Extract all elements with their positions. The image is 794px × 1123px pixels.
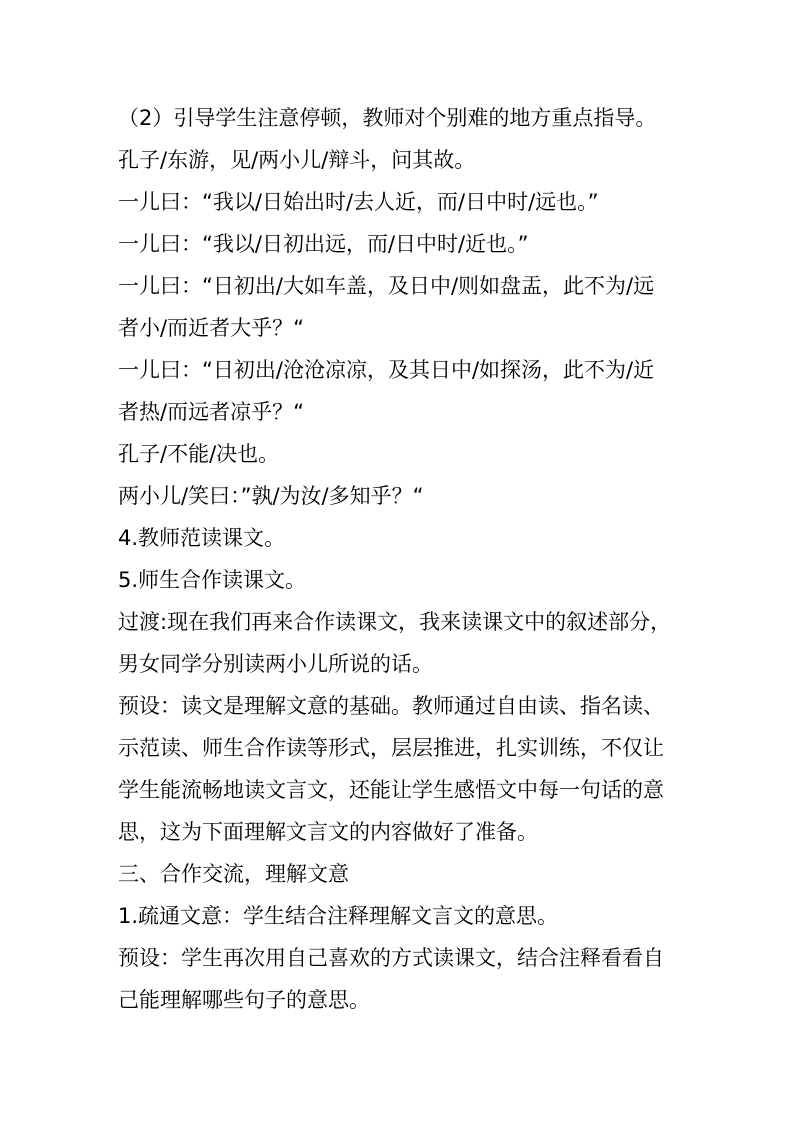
text-line: 两小儿/笑曰：”孰/为汝/多知乎？“ (118, 484, 424, 508)
text-line: 一儿曰：“日初出/沧沧凉凉，及其日中/如探汤，此不为/近 (118, 358, 655, 382)
step-heading: 4.教师范读课文。 (118, 526, 286, 550)
text-line: 者热/而远者凉乎？“ (118, 400, 304, 424)
text-line: 孔子/东游，见/两小儿/辩斗，问其故。 (118, 148, 476, 172)
text-line: 男女同学分别读两小儿所说的话。 (118, 652, 433, 676)
text-line: 一儿曰：“日初出/大如车盖，及日中/则如盘盂，此不为/远 (118, 274, 655, 298)
text-line: 示范读、师生合作读等形式，层层推进，扎实训练，不仅让 (118, 736, 664, 760)
text-line: 己能理解哪些句子的意思。 (118, 988, 370, 1012)
text-line: （2）引导学生注意停顿，教师对个别难的地方重点指导。 (118, 106, 657, 130)
section-heading: 三、合作交流，理解文意 (118, 862, 349, 886)
text-line: 过渡:现在我们再来合作读课文，我来读课文中的叙述部分， (118, 610, 672, 634)
body-text (118, 97, 758, 1021)
text-line: 学生能流畅地读文言文，还能让学生感悟文中每一句话的意 (118, 778, 664, 802)
text-line: 者小/而近者大乎？“ (118, 316, 304, 340)
text-line: 一儿曰：“我以/日始出时/去人近，而/日中时/远也。” (118, 190, 599, 214)
text-line: 思，这为下面理解文言文的内容做好了准备。 (118, 820, 538, 844)
text-line: 一儿曰：“我以/日初出远，而/日中时/近也。” (118, 232, 529, 256)
text-line: 预设：读文是理解文意的基础。教师通过自由读、指名读、 (118, 694, 664, 718)
text-line: 孔子/不能/决也。 (118, 442, 280, 466)
step-heading: 1.疏通文意：学生结合注释理解文言文的意思。 (118, 904, 559, 928)
text-line: 预设：学生再次用自己喜欢的方式读课文，结合注释看看自 (118, 946, 664, 970)
step-heading: 5.师生合作读课文。 (118, 568, 307, 592)
